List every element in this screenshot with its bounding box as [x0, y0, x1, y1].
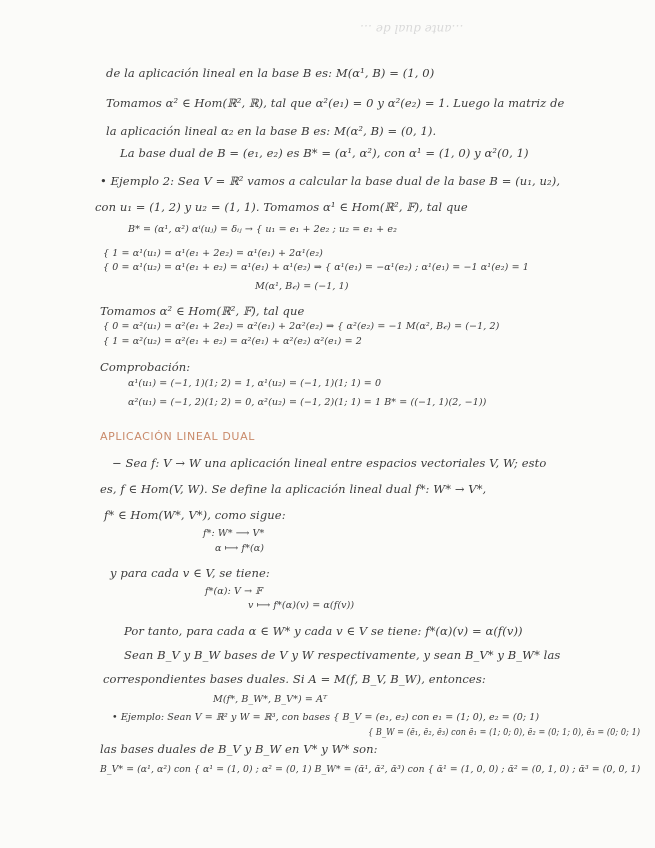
math-line: f*: W* ⟶ V*	[203, 528, 265, 539]
math-line: { 0 = α²(u₁) = α²(e₁ + 2e₂) = α²(e₁) + 2α²(e₂) ⇒ { α²(e₂) = −1 M(α², B𝒸) = (−1, 2)	[103, 321, 500, 332]
text-line: es, f ∈ Hom(V, W). Se define la aplicación lineal dual f*: W* → V*,	[100, 482, 487, 496]
math-line: α ⟼ f*(α)	[215, 543, 265, 554]
text-line: con u₁ = (1, 2) y u₂ = (1, 1). Tomamos α¹ ∈ Hom(ℝ², 𝔽), tal que	[95, 200, 468, 214]
text-line: • Ejemplo 2: Sea V = ℝ² vamos a calcular la base dual de la base B = (u₁, u₂),	[100, 174, 561, 188]
math-line: { 1 = α¹(u₁) = α¹(e₁ + 2e₂) = α¹(e₁) + 2α¹(e₂)	[103, 248, 323, 259]
section-heading: APLICACIÓN LINEAL DUAL	[100, 430, 255, 443]
text-line: correspondientes bases duales. Si A = M(f, B_V, B_W), entonces:	[103, 672, 486, 686]
math-line: { 1 = α²(u₂) = α²(e₁ + e₂) = α²(e₁) + α²(e₂) α²(e₁) = 2	[103, 336, 362, 347]
text-line: Sean B_V y B_W bases de V y W respectivamente, y sean B_V* y B_W* las	[124, 648, 561, 662]
math-line: v ⟼ f*(α)(v) = α(f(v))	[248, 600, 355, 611]
text-line: de la aplicación lineal en la base B es: M(α¹, B) = (1, 0)	[106, 66, 435, 80]
text-line: y para cada v ∈ V, se tiene:	[110, 566, 270, 580]
text-line: Tomamos α² ∈ Hom(ℝ², 𝔽), tal que	[100, 304, 305, 318]
math-line: M(f*, B_W*, B_V*) = Aᵀ	[213, 694, 328, 705]
text-line: las bases duales de B_V y B_W en V* y W* son:	[100, 742, 378, 756]
math-line: M(α¹, B𝒸) = (−1, 1)	[255, 281, 349, 292]
math-line: B_V* = (α¹, α²) con { α¹ = (1, 0) ; α² = (0, 1) B_W* = (ᾱ¹, ᾱ², ᾱ³) con { ᾱ¹ = (1, 0, 0) ; ᾱ² = (0, 1, 0) ; ᾱ³ = (0, 0, 1)	[100, 764, 641, 775]
text-line: − Sea f: V → W una aplicación lineal entre espacios vectoriales V, W; esto	[112, 456, 547, 470]
text-line: la aplicación lineal α₂ en la base B es: M(α², B) = (0, 1).	[106, 124, 437, 138]
text-line: Por tanto, para cada α ∈ W* y cada v ∈ V se tiene: f*(α)(v) = α(f(v))	[124, 624, 523, 638]
math-line: { B_W = (ē₁, ē₂, ē₃) con ē₁ = (1; 0; 0), ē₂ = (0; 1; 0), ē₃ = (0; 0; 1)	[368, 727, 641, 738]
math-line: α¹(u₁) = (−1, 1)(1; 2) = 1, α¹(u₂) = (−1, 1)(1; 1) = 0	[128, 378, 382, 389]
text-line: Comprobación:	[100, 360, 191, 374]
math-line: • Ejemplo: Sean V = ℝ² y W = ℝ³, con bases { B_V = (e₁, e₂) con e₁ = (1; 0), e₂ = (0; 1)	[112, 712, 540, 723]
math-line: B* = (α¹, α²) αⁱ(uⱼ) = δᵢⱼ → { u₁ = e₁ + 2e₂ ; u₂ = e₁ + e₂	[128, 224, 397, 235]
math-line: α²(u₁) = (−1, 2)(1; 2) = 0, α²(u₂) = (−1, 2)(1; 1) = 1 B* = ((−1, 1)(2, −1))	[128, 397, 487, 408]
bleed-through-text: …ante dual de …	[360, 22, 464, 36]
math-line: { 0 = α¹(u₂) = α¹(e₁ + e₂) = α¹(e₁) + α¹(e₂) ⇒ { α¹(e₁) = −α¹(e₂) ; α¹(e₁) = −1 α¹(e₂) = 1	[103, 262, 529, 273]
text-line: Tomamos α² ∈ Hom(ℝ², ℝ), tal que α²(e₁) = 0 y α²(e₂) = 1. Luego la matriz de	[106, 96, 565, 110]
text-line: La base dual de B = (e₁, e₂) es B* = (α¹, α²), con α¹ = (1, 0) y α²(0, 1)	[120, 146, 529, 160]
math-line: f*(α): V → 𝔽	[205, 586, 263, 597]
text-line: f* ∈ Hom(W*, V*), como sigue:	[104, 508, 286, 522]
